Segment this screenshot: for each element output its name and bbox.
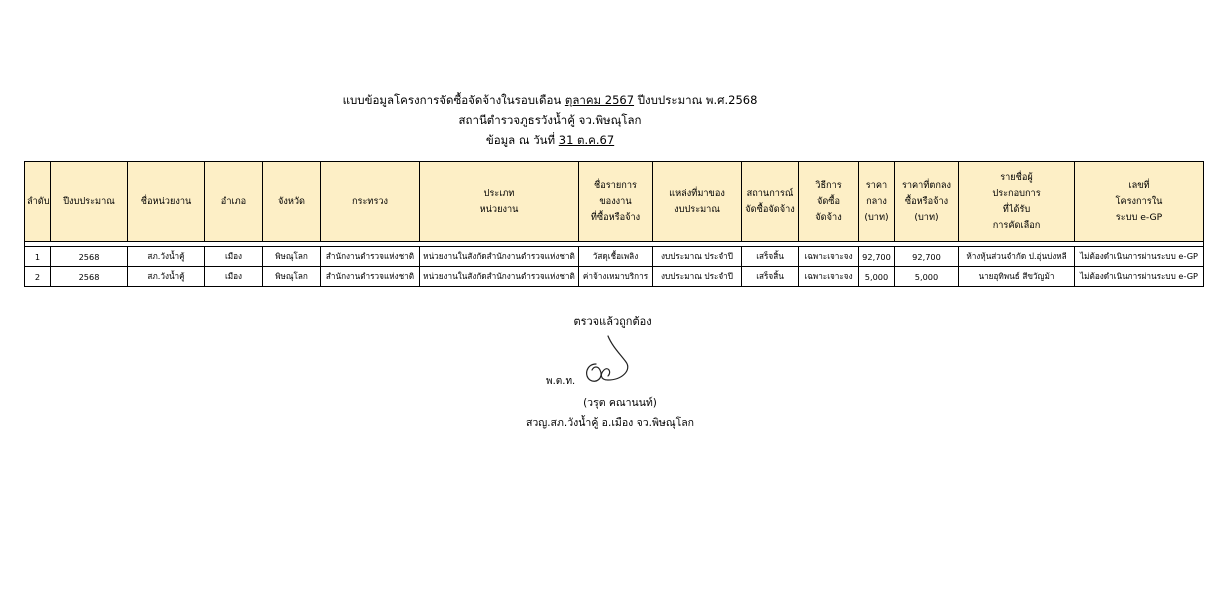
signer-rank: พ.ต.ท. <box>546 376 576 387</box>
data-date-line <box>0 130 1100 150</box>
column-header: ชื่อหน่วยงาน <box>128 162 205 242</box>
column-header: ราคา กลาง (บาท) <box>859 162 895 242</box>
signature <box>578 334 634 386</box>
table-cell: นายอุทิพนธ์ สีขวัญม้า <box>959 267 1075 287</box>
table-cell: 2568 <box>51 267 128 287</box>
table-cell: 2 <box>25 267 51 287</box>
column-header: วิธีการ จัดซื้อ จัดจ้าง <box>799 162 859 242</box>
table-cell: ห้างหุ้นส่วนจำกัด ป.อุ่นบ่งหลี <box>959 247 1075 267</box>
table-cell: เฉพาะเจาะจง <box>799 267 859 287</box>
column-header: เลขที่ โครงการใน ระบบ e-GP <box>1075 162 1204 242</box>
date-prefix: ข้อมูล ณ วันที่ <box>485 133 559 147</box>
table-cell: วัสดุเชื้อเพลิง <box>579 247 653 267</box>
station-name: สถานีตำรวจภูธรวังน้ำคู้ จว.พิษณุโลก <box>458 113 642 127</box>
table-cell: ค่าจ้างเหมาบริการ <box>579 267 653 287</box>
column-header: ประเภท หน่วยงาน <box>420 162 579 242</box>
table-cell: ไม่ต้องดำเนินการผ่านระบบ e-GP <box>1075 267 1204 287</box>
table-cell: ไม่ต้องดำเนินการผ่านระบบ e-GP <box>1075 247 1204 267</box>
column-header: แหล่งที่มาของ งบประมาณ <box>653 162 742 242</box>
table-cell: 92,700 <box>895 247 959 267</box>
table-row <box>25 247 1204 267</box>
table-cell: เสร็จสิ้น <box>742 267 799 287</box>
table-cell: เฉพาะเจาะจง <box>799 247 859 267</box>
report-month: ตุลาคม 2567 <box>564 93 635 107</box>
fiscal-year: ปีงบประมาณ พ.ศ.2568 <box>634 93 758 107</box>
table-cell: เมือง <box>205 247 263 267</box>
table-cell: เมือง <box>205 267 263 287</box>
column-header: รายชื่อผู้ ประกอบการ ที่ได้รับ การคัดเลือก <box>959 162 1075 242</box>
table-cell: 2568 <box>51 247 128 267</box>
table-header-row <box>25 162 1204 242</box>
table-cell: พิษณุโลก <box>263 267 321 287</box>
data-date: 31 ต.ค.67 <box>558 133 615 147</box>
table-cell: เสร็จสิ้น <box>742 247 799 267</box>
table-cell: 5,000 <box>859 267 895 287</box>
column-header: อำเภอ <box>205 162 263 242</box>
table-cell: สำนักงานตำรวจแห่งชาติ <box>321 247 420 267</box>
table-cell: งบประมาณ ประจำปี <box>653 267 742 287</box>
table-cell: หน่วยงานในสังกัดสำนักงานตำรวจแห่งชาติ <box>420 267 579 287</box>
column-header: สถานการณ์ จัดซื้อจัดจ้าง <box>742 162 799 242</box>
table-cell: สภ.วังน้ำคู้ <box>128 267 205 287</box>
column-header: ลำดับ <box>25 162 51 242</box>
verified-label: ตรวจแล้วถูกต้อง <box>573 315 652 328</box>
table-cell: 92,700 <box>859 247 895 267</box>
signer-name: (วรุต คณานนท์) <box>583 397 657 409</box>
column-header: กระทรวง <box>321 162 420 242</box>
title-prefix: แบบข้อมูลโครงการจัดซื้อจัดจ้างในรอบเดือน <box>342 93 565 107</box>
table-cell: พิษณุโลก <box>263 247 321 267</box>
column-header: ราคาที่ตกลง ซื้อหรือจ้าง (บาท) <box>895 162 959 242</box>
table-cell: สภ.วังน้ำคู้ <box>128 247 205 267</box>
column-header: ชื่อรายการ ของงาน ที่ซื้อหรือจ้าง <box>579 162 653 242</box>
table-row <box>25 267 1204 287</box>
signer-position: สวญ.สภ.วังน้ำคู้ อ.เมือง จว.พิษณุโลก <box>525 417 695 429</box>
column-header: จังหวัด <box>263 162 321 242</box>
table-cell: งบประมาณ ประจำปี <box>653 247 742 267</box>
document-header <box>0 90 1100 150</box>
column-header: ปีงบประมาณ <box>51 162 128 242</box>
table-cell: หน่วยงานในสังกัดสำนักงานตำรวจแห่งชาติ <box>420 247 579 267</box>
procurement-table <box>24 161 1204 287</box>
document-title <box>0 90 1100 110</box>
table-cell: สำนักงานตำรวจแห่งชาติ <box>321 267 420 287</box>
table-cell: 1 <box>25 247 51 267</box>
table-cell: 5,000 <box>895 267 959 287</box>
